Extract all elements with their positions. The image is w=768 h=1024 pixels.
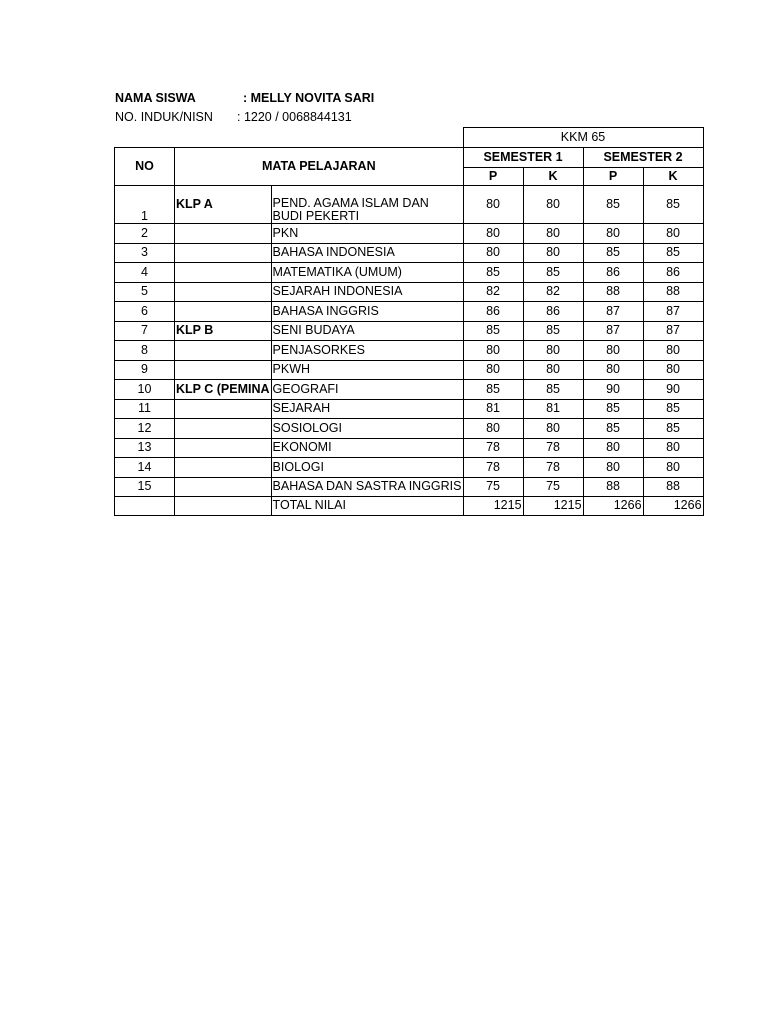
row-s1-k: 85 <box>523 263 583 283</box>
row-s2-k: 85 <box>643 399 703 419</box>
row-subject: BIOLOGI <box>271 458 463 478</box>
row-s1-k: 85 <box>523 380 583 400</box>
row-s2-p: 88 <box>583 477 643 497</box>
row-no: 2 <box>115 224 175 244</box>
row-s1-p: 81 <box>463 399 523 419</box>
row-s2-p: 80 <box>583 224 643 244</box>
student-id-label: NO. INDUK/NISN <box>115 110 213 124</box>
row-no: 12 <box>115 419 175 439</box>
row-s1-k: 80 <box>523 341 583 361</box>
row-s1-p: 80 <box>463 419 523 439</box>
table-row <box>115 458 704 478</box>
semester-header-row <box>115 148 704 168</box>
row-group: KLP B <box>175 321 272 341</box>
row-s2-p: 87 <box>583 321 643 341</box>
row-subject: BAHASA DAN SASTRA INGGRIS <box>271 477 463 497</box>
table-row <box>115 341 704 361</box>
kkm-label: KKM 65 <box>463 128 703 148</box>
row-no: 10 <box>115 380 175 400</box>
row-s1-k: 80 <box>523 360 583 380</box>
table-row <box>115 282 704 302</box>
row-subject: GEOGRAFI <box>271 380 463 400</box>
row-s1-p: 78 <box>463 438 523 458</box>
student-name-value: : MELLY NOVITA SARI <box>243 91 375 105</box>
row-s2-p: 80 <box>583 438 643 458</box>
header-s1-p: P <box>463 168 523 186</box>
row-subject: SEJARAH INDONESIA <box>271 282 463 302</box>
row-s2-p: 87 <box>583 302 643 322</box>
row-s2-p: 90 <box>583 380 643 400</box>
row-group <box>175 224 272 244</box>
row-no: 4 <box>115 263 175 283</box>
row-group: KLP A <box>175 186 272 224</box>
row-s2-k: 80 <box>643 458 703 478</box>
row-no: 1 <box>115 186 175 224</box>
row-s1-p: 85 <box>463 321 523 341</box>
row-no: 9 <box>115 360 175 380</box>
row-s2-k: 87 <box>643 302 703 322</box>
row-s2-p: 85 <box>583 419 643 439</box>
row-subject: MATEMATIKA (UMUM) <box>271 263 463 283</box>
row-s2-k: 80 <box>643 438 703 458</box>
row-s2-k: 80 <box>643 341 703 361</box>
total-s2-p: 1266 <box>583 497 643 516</box>
student-name-label: NAMA SISWA <box>115 91 196 105</box>
row-group <box>175 399 272 419</box>
row-group <box>175 341 272 361</box>
row-s2-k: 87 <box>643 321 703 341</box>
table-row <box>115 186 704 224</box>
table-row <box>115 321 704 341</box>
row-subject: PKWH <box>271 360 463 380</box>
row-s1-p: 82 <box>463 282 523 302</box>
row-s2-k: 88 <box>643 477 703 497</box>
row-group <box>175 419 272 439</box>
header-no: NO <box>115 148 175 186</box>
row-no: 5 <box>115 282 175 302</box>
table-row <box>115 243 704 263</box>
row-subject: BAHASA INDONESIA <box>271 243 463 263</box>
header-s2-p: P <box>583 168 643 186</box>
row-s1-p: 80 <box>463 341 523 361</box>
row-s1-k: 75 <box>523 477 583 497</box>
row-s2-p: 85 <box>583 243 643 263</box>
header-s2-k: K <box>643 168 703 186</box>
table-row <box>115 477 704 497</box>
table-row <box>115 302 704 322</box>
row-no: 15 <box>115 477 175 497</box>
table-row <box>115 263 704 283</box>
row-group <box>175 458 272 478</box>
row-group <box>175 360 272 380</box>
total-s1-k: 1215 <box>523 497 583 516</box>
total-no-blank <box>115 497 175 516</box>
row-no: 8 <box>115 341 175 361</box>
row-group <box>175 243 272 263</box>
student-id-value: : 1220 / 0068844131 <box>237 110 352 124</box>
row-subject: PEND. AGAMA ISLAM DAN BUDI PEKERTI <box>271 186 463 224</box>
row-group <box>175 282 272 302</box>
row-subject: EKONOMI <box>271 438 463 458</box>
row-s2-k: 80 <box>643 224 703 244</box>
total-group-blank <box>175 497 272 516</box>
table-row <box>115 360 704 380</box>
row-no: 14 <box>115 458 175 478</box>
row-group <box>175 263 272 283</box>
total-label: TOTAL NILAI <box>271 497 463 516</box>
row-s2-p: 86 <box>583 263 643 283</box>
row-s2-p: 88 <box>583 282 643 302</box>
row-s1-p: 86 <box>463 302 523 322</box>
row-s2-k: 85 <box>643 243 703 263</box>
row-s2-p: 80 <box>583 458 643 478</box>
table-row <box>115 224 704 244</box>
kkm-row <box>115 128 704 148</box>
table-row <box>115 380 704 400</box>
row-s1-p: 75 <box>463 477 523 497</box>
header-subject: MATA PELAJARAN <box>175 148 464 186</box>
row-s1-p: 80 <box>463 186 523 224</box>
row-group <box>175 477 272 497</box>
row-s1-k: 81 <box>523 399 583 419</box>
row-s1-k: 82 <box>523 282 583 302</box>
row-s1-p: 78 <box>463 458 523 478</box>
row-s1-p: 85 <box>463 380 523 400</box>
row-s2-k: 88 <box>643 282 703 302</box>
row-s1-k: 78 <box>523 438 583 458</box>
row-s2-k: 85 <box>643 419 703 439</box>
row-s2-p: 85 <box>583 186 643 224</box>
row-group <box>175 438 272 458</box>
row-subject: PENJASORKES <box>271 341 463 361</box>
row-s1-p: 80 <box>463 243 523 263</box>
row-s1-p: 85 <box>463 263 523 283</box>
row-no: 11 <box>115 399 175 419</box>
row-no: 7 <box>115 321 175 341</box>
row-s1-k: 86 <box>523 302 583 322</box>
row-s2-p: 80 <box>583 341 643 361</box>
header-semester-2: SEMESTER 2 <box>583 148 703 168</box>
row-s1-p: 80 <box>463 360 523 380</box>
row-no: 13 <box>115 438 175 458</box>
row-no: 6 <box>115 302 175 322</box>
row-group <box>175 302 272 322</box>
row-subject: SEJARAH <box>271 399 463 419</box>
row-s1-k: 80 <box>523 224 583 244</box>
table-row <box>115 419 704 439</box>
total-s2-k: 1266 <box>643 497 703 516</box>
row-s2-k: 85 <box>643 186 703 224</box>
row-s1-p: 80 <box>463 224 523 244</box>
header-semester-1: SEMESTER 1 <box>463 148 583 168</box>
total-s1-p: 1215 <box>463 497 523 516</box>
grade-table <box>114 127 704 516</box>
row-s1-k: 80 <box>523 243 583 263</box>
row-no: 3 <box>115 243 175 263</box>
table-row <box>115 399 704 419</box>
row-group: KLP C (PEMINA <box>175 380 272 400</box>
row-s1-k: 85 <box>523 321 583 341</box>
total-row <box>115 497 704 516</box>
row-s2-p: 80 <box>583 360 643 380</box>
row-s2-p: 85 <box>583 399 643 419</box>
row-s2-k: 90 <box>643 380 703 400</box>
row-s2-k: 86 <box>643 263 703 283</box>
row-subject: SENI BUDAYA <box>271 321 463 341</box>
table-row <box>115 438 704 458</box>
row-subject: SOSIOLOGI <box>271 419 463 439</box>
row-s1-k: 80 <box>523 186 583 224</box>
row-s1-k: 80 <box>523 419 583 439</box>
row-subject: PKN <box>271 224 463 244</box>
row-s2-k: 80 <box>643 360 703 380</box>
header-s1-k: K <box>523 168 583 186</box>
row-s1-k: 78 <box>523 458 583 478</box>
row-subject: BAHASA INGGRIS <box>271 302 463 322</box>
